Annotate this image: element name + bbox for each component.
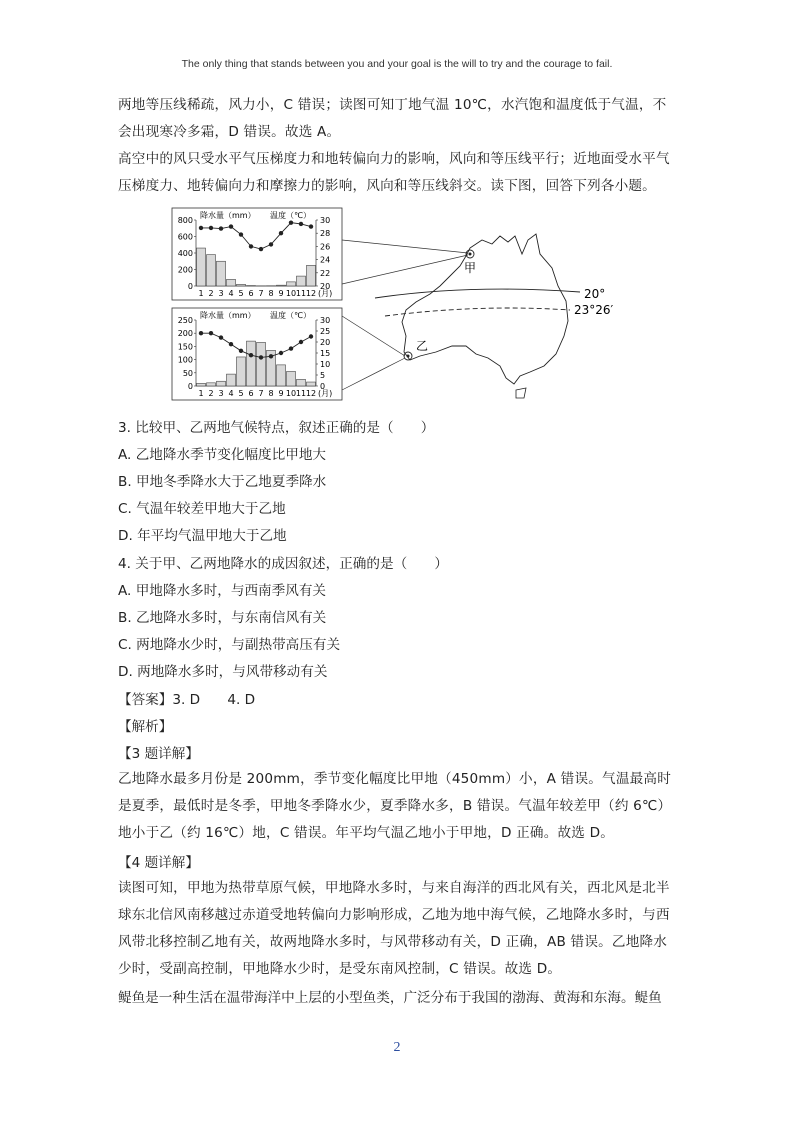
climate-figure bbox=[170, 206, 640, 406]
yi-right-tick-label: 15 bbox=[320, 349, 331, 358]
q3-body: 乙地降水最多月份是 200mm，季节变化幅度比甲地（450mm）小，A 错误。气温最高时是夏季，最低时是冬季，甲地冬季降水少，夏季降水多，B 错误。气温年较差甲（约 6℃）地小于乙（约 16℃）地，C 错误。年平均气温乙地小于甲地，D 正确。故选 D。 bbox=[118, 771, 672, 841]
yi-temp-point bbox=[199, 331, 203, 335]
jia-left-tick-label: 400 bbox=[177, 249, 193, 258]
q3-heading: 【3 题详解】 bbox=[118, 746, 199, 762]
jia-month-label: 5 bbox=[238, 289, 244, 298]
yi-precip-bar bbox=[217, 381, 226, 386]
yi-precip-label: 降水量（mm） bbox=[200, 311, 256, 320]
yi-precip-bar bbox=[237, 357, 246, 386]
yi-month-label: 11 bbox=[295, 389, 307, 398]
yi-month-label: 5 bbox=[238, 389, 244, 398]
jia-precip-bar bbox=[287, 282, 296, 286]
tropic-line bbox=[385, 308, 570, 316]
jia-left-tick-label: 800 bbox=[177, 216, 193, 225]
connector-yi-2 bbox=[342, 358, 405, 390]
yi-right-tick-label: 10 bbox=[320, 360, 331, 369]
question-3-option-b: B. 甲地冬季降水大于乙地夏季降水 bbox=[118, 474, 327, 490]
yi-temp-point bbox=[259, 355, 263, 359]
jia-month-unit: (月) bbox=[318, 289, 333, 298]
trailing-line: 鳀鱼是一种生活在温带海洋中上层的小型鱼类，广泛分布于我国的渤海、黄海和东海。鳀鱼 bbox=[118, 990, 662, 1006]
yi-month-label: 12 bbox=[305, 389, 317, 398]
yi-precip-bar bbox=[307, 382, 316, 386]
map-label-jia: 甲 bbox=[464, 261, 477, 275]
question-3-option-a: A. 乙地降水季节变化幅度比甲地大 bbox=[118, 447, 327, 463]
yi-month-label: 6 bbox=[248, 389, 254, 398]
question-4-option-a: A. 甲地降水多时，与西南季风有关 bbox=[118, 583, 327, 599]
yi-month-label: 1 bbox=[198, 389, 204, 398]
jia-precip-bar bbox=[217, 261, 226, 286]
yi-temp-label: 温度（℃） bbox=[270, 311, 311, 320]
question-4-option-b: B. 乙地降水多时，与东南信风有关 bbox=[118, 610, 327, 626]
q4-heading: 【4 题详解】 bbox=[118, 855, 199, 871]
jia-month-label: 4 bbox=[228, 289, 234, 298]
jia-precip-bar bbox=[277, 285, 286, 286]
yi-left-tick-label: 150 bbox=[177, 342, 193, 352]
figure-svg bbox=[170, 206, 640, 406]
jia-temp-point bbox=[289, 220, 293, 224]
yi-temp-point bbox=[229, 342, 233, 346]
jia-precip-bar bbox=[207, 255, 216, 286]
jia-temp-point bbox=[299, 222, 303, 226]
jia-month-label: 10 bbox=[285, 289, 297, 298]
intro-paragraph-1: 两地等压线稀疏，风力小，C 错误；读图可知丁地气温 10℃，水汽饱和温度低于气温，不会出现寒冷多霜，D 错误。故选 A。 bbox=[118, 97, 667, 140]
yi-left-tick-label: 100 bbox=[177, 355, 193, 365]
jia-right-tick-label: 24 bbox=[320, 255, 331, 265]
jia-precip-bar bbox=[237, 284, 246, 286]
chart-jia bbox=[172, 208, 342, 300]
yi-temp-point bbox=[219, 335, 223, 339]
lat-20-label: 20° bbox=[584, 287, 606, 301]
analysis-heading: 【解析】 bbox=[118, 719, 173, 735]
question-3-stem: 3. 比较甲、乙两地气候特点，叙述正确的是（ ） bbox=[118, 420, 435, 436]
yi-month-label: 10 bbox=[285, 389, 297, 398]
jia-month-label: 6 bbox=[248, 289, 254, 298]
yi-temp-point bbox=[309, 334, 313, 338]
map-label-yi: 乙 bbox=[416, 339, 429, 353]
jia-month-label: 8 bbox=[268, 289, 274, 298]
jia-month-label: 7 bbox=[258, 289, 264, 298]
yi-month-label: 7 bbox=[258, 389, 264, 398]
yi-temp-point bbox=[299, 340, 303, 344]
connector-jia-2 bbox=[342, 255, 468, 284]
jia-precip-bar bbox=[307, 265, 316, 286]
q4-body: 读图可知，甲地为热带草原气候，甲地降水多时，与来自海洋的西北风有关，西北风是北半球东北信风南移越过赤道受地转偏向力影响形成，乙地为地中海气候，乙地降水多时，与西风带北移控制乙地有关，故两地降水多时，与风带移动有关，D 正确，AB 错误。乙地降水少时，受副高控制，甲地降水少时，是受东南风控制，C 错误。故选 D。 bbox=[118, 880, 670, 977]
yi-precip-bar bbox=[197, 383, 206, 386]
jia-temp-line bbox=[201, 223, 311, 249]
jia-month-label: 2 bbox=[208, 289, 214, 298]
jia-right-tick-label: 22 bbox=[320, 268, 331, 278]
page-header: The only thing that stands between you and your goal is the will to try and the courage to fail. bbox=[181, 58, 613, 70]
yi-left-tick-label: 50 bbox=[182, 368, 193, 378]
yi-right-tick-label: 5 bbox=[320, 371, 326, 380]
jia-precip-label: 降水量（mm） bbox=[200, 211, 256, 220]
yi-temp-point bbox=[279, 351, 283, 355]
yi-precip-bar bbox=[297, 379, 306, 386]
jia-temp-point bbox=[219, 226, 223, 230]
yi-month-unit: (月) bbox=[318, 389, 333, 398]
jia-precip-bar bbox=[197, 248, 206, 286]
yi-precip-bar bbox=[247, 341, 256, 386]
jia-temp-point bbox=[269, 242, 273, 246]
question-4-option-c: C. 两地降水少时，与副热带高压有关 bbox=[118, 637, 341, 653]
jia-month-label: 11 bbox=[295, 289, 307, 298]
yi-month-label: 8 bbox=[268, 389, 274, 398]
jia-right-tick-label: 26 bbox=[320, 242, 331, 252]
jia-month-label: 3 bbox=[218, 289, 224, 298]
jia-right-tick-label: 30 bbox=[320, 216, 331, 225]
question-4-option-d: D. 两地降水多时，与风带移动有关 bbox=[118, 664, 328, 680]
yi-temp-line bbox=[201, 333, 311, 357]
connector-jia bbox=[342, 240, 468, 253]
tasmania bbox=[516, 388, 526, 398]
yi-precip-bar bbox=[207, 383, 216, 386]
yi-temp-point bbox=[249, 353, 253, 357]
question-4-stem: 4. 关于甲、乙两地降水的成因叙述，正确的是（ ） bbox=[118, 556, 448, 572]
lat-tropic-label: 23°26′ bbox=[574, 303, 614, 317]
yi-right-tick-label: 0 bbox=[320, 382, 326, 391]
yi-month-label: 2 bbox=[208, 389, 214, 398]
answer-line: 【答案】3. D 4. D bbox=[118, 692, 256, 708]
jia-left-tick-label: 0 bbox=[187, 282, 193, 291]
question-3-option-c: C. 气温年较差甲地大于乙地 bbox=[118, 501, 286, 517]
jia-temp-point bbox=[229, 224, 233, 228]
jia-temp-point bbox=[279, 231, 283, 235]
yi-left-tick-label: 200 bbox=[177, 329, 193, 339]
yi-precip-bar bbox=[277, 365, 286, 386]
jia-precip-bar bbox=[227, 279, 236, 286]
jia-temp-point bbox=[259, 247, 263, 251]
jia-month-label: 1 bbox=[198, 289, 204, 298]
yi-left-tick-label: 0 bbox=[187, 382, 193, 391]
yi-precip-bar bbox=[257, 342, 266, 386]
yi-right-tick-label: 30 bbox=[320, 316, 331, 325]
jia-right-tick-label: 28 bbox=[320, 229, 331, 239]
jia-temp-point bbox=[209, 226, 213, 230]
lat-20-line bbox=[375, 289, 580, 298]
yi-right-tick-label: 25 bbox=[320, 327, 331, 336]
yi-precip-bar bbox=[287, 371, 296, 386]
yi-temp-point bbox=[209, 331, 213, 335]
jia-left-tick-label: 600 bbox=[177, 232, 193, 242]
jia-temp-point bbox=[249, 244, 253, 248]
connector-yi bbox=[342, 316, 405, 356]
jia-precip-bar bbox=[297, 276, 306, 286]
yi-left-tick-label: 250 bbox=[177, 316, 193, 325]
yi-right-tick-label: 20 bbox=[320, 338, 331, 347]
yi-month-label: 3 bbox=[218, 389, 224, 398]
jia-month-label: 12 bbox=[305, 289, 317, 298]
jia-temp-point bbox=[199, 226, 203, 230]
jia-right-tick-label: 20 bbox=[320, 282, 331, 291]
yi-temp-point bbox=[239, 349, 243, 353]
chart-yi bbox=[172, 308, 342, 400]
jia-temp-point bbox=[309, 224, 313, 228]
yi-temp-point bbox=[269, 354, 273, 358]
question-3-option-d: D. 年平均气温甲地大于乙地 bbox=[118, 528, 287, 544]
jia-temp-label: 温度（℃） bbox=[270, 211, 311, 220]
yi-month-label: 4 bbox=[228, 389, 234, 398]
jia-temp-point bbox=[239, 232, 243, 236]
australia-map bbox=[375, 234, 614, 398]
jia-month-label: 9 bbox=[278, 289, 284, 298]
page-number: 2 bbox=[393, 1040, 401, 1055]
yi-month-label: 9 bbox=[278, 389, 284, 398]
jia-left-tick-label: 200 bbox=[177, 265, 193, 275]
yi-temp-point bbox=[289, 346, 293, 350]
intro-paragraph-2: 高空中的风只受水平气压梯度力和地转偏向力的影响，风向和等压线平行；近地面受水平气压梯度力、地转偏向力和摩擦力的影响，风向和等压线斜交。读下图，回答下列各小题。 bbox=[118, 151, 670, 194]
yi-precip-bar bbox=[227, 374, 236, 386]
